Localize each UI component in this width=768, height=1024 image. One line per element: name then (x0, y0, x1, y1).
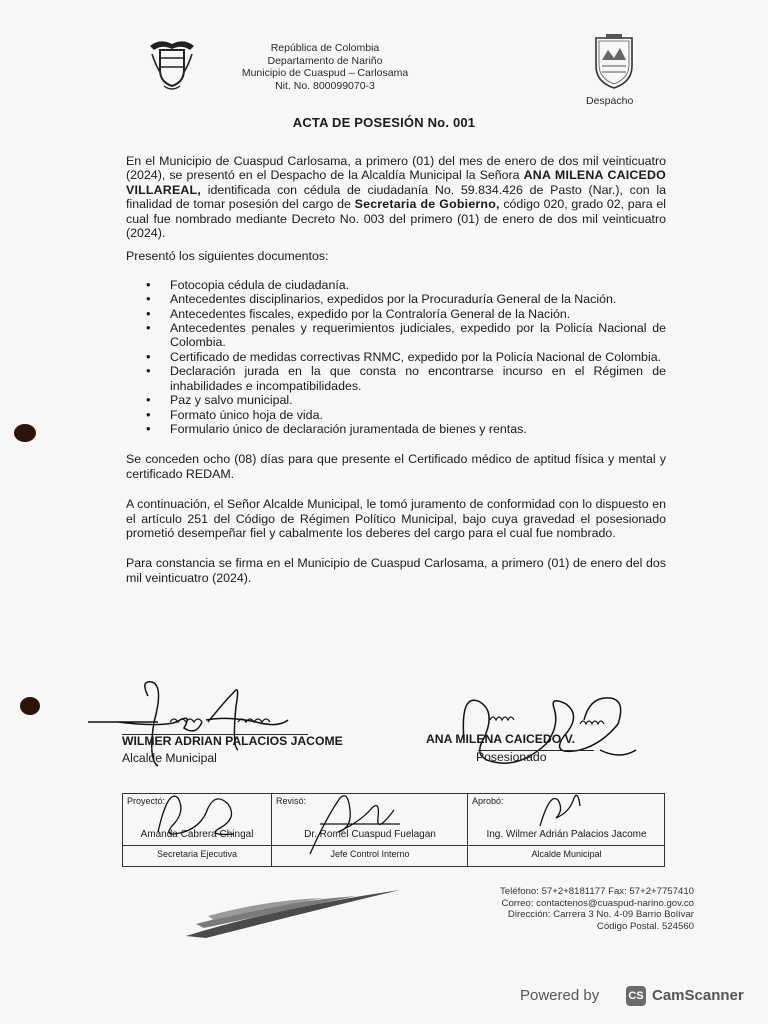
prepared-by-label: Proyectó: (127, 796, 166, 806)
document-body (126, 154, 666, 585)
reviewed-by-role: Jefe Control Interno (330, 849, 410, 859)
documents-list (126, 278, 666, 436)
header-department: Departamento de Nariño (267, 54, 383, 67)
contact-address: Dirección: Carrera 3 No. 4-09 Barrio Bolívar (507, 909, 694, 921)
header-municipality: Municipio de Cuaspud – Carlosama (241, 67, 409, 79)
prepared-by-name: Amanda Cabrera Chingal (140, 829, 254, 840)
contact-postal-code: Código Postal. 524560 (596, 920, 694, 932)
punch-hole (14, 424, 36, 442)
appointee-role: Posesionado (476, 750, 547, 764)
opening-text-part-2: identificada con cédula de ciudadanía No. 59.834.426 de Pasto (Nar.), con la finalidad de tomar posesión del cargo de (126, 182, 666, 212)
medical-certificate-paragraph: Se conceden ocho (08) días para que presente el Certificado médico de aptitud física y mental y certificado REDAM. (126, 452, 666, 481)
list-item: • Antecedentes disciplinarios, expedidos por la Procuraduría General de la Nación. (170, 292, 666, 306)
contact-phone: Teléfono: 57+2+8181177 Fax: 57+2+7757410 (499, 886, 694, 897)
opening-text-part-3: código 020, grado 02, para el cual fue nombrado mediante Decreto No. 003 del primero (01) de enero de dos mil veinticuatro (2024). (126, 197, 666, 241)
camscanner-brand: CamScanner (652, 987, 744, 1004)
institution-header (200, 42, 450, 92)
contact-info (440, 886, 694, 932)
document-title: ACTA DE POSESIÓN No. 001 (292, 115, 476, 130)
opening-paragraph (126, 154, 666, 240)
preparer-initials-scribble (138, 782, 248, 848)
header-nit: Nit. No. 800099070-3 (275, 79, 375, 92)
opening-text-part-1: En el Municipio de Cuaspud Carlosama, a primero (01) del mes de enero de dos mil veinticuatro (2024), se presentó en el Despacho de la Alcaldía Municipal la Señora (126, 154, 666, 183)
header-country: República de Colombia (270, 42, 380, 54)
camscanner-logo-icon: CS (626, 986, 646, 1006)
list-item: • Declaración jurada en la que consta no encontrarse incurso en el Régimen de inhabilidades e incompatibilidades. (170, 364, 666, 393)
documents-intro: Presentó los siguientes documentos: (126, 249, 329, 264)
approved-by-name: Ing. Wilmer Adrián Palacios Jacome (486, 829, 647, 840)
list-item: • Certificado de medidas correctivas RNMC, expedido por la Policía Nacional de Colombia. (170, 350, 666, 364)
list-item: • Fotocopia cédula de ciudadanía. (170, 278, 666, 292)
approved-by-divider (468, 845, 665, 846)
list-item: • Formulario único de declaración juramentada de bienes y rentas. (170, 422, 666, 436)
list-item: • Antecedentes fiscales, expedido por la Contraloría General de la Nación. (170, 307, 666, 321)
appointed-position: Secretaria de Gobierno, (354, 197, 500, 212)
footer-flag-swoosh (186, 888, 402, 940)
reviewer-initials-scribble (290, 788, 410, 862)
approved-by-label: Aprobó: (472, 796, 504, 806)
list-item: • Paz y salvo municipal. (170, 393, 666, 407)
mayor-role: Alcalde Municipal (122, 751, 217, 765)
prepared-by-role: Secretaria Ejecutiva (156, 849, 238, 859)
list-item: • Antecedentes penales y requerimientos judiciales, expedido por la Policía Nacional de Colombia. (170, 321, 666, 350)
closing-paragraph: Para constancia se firma en el Municipio de Cuaspud Carlosama, a primero (01) de enero del dos mil veinticuatro (2024). (126, 556, 666, 585)
oath-paragraph: A continuación, el Señor Alcalde Municipal, le tomó juramento de conformidad con lo dispuesto en el artículo 251 del Código de Régimen Político Municipal, bajo cuya gravedad el posesionado prometió desempeñar fiel y cabalmente los deberes del cargo para el cual fue nombrado. (126, 497, 666, 540)
powered-by-text: Powered by (520, 987, 600, 1004)
appointee-name: ANA MILENA CAICEDO VILLAREAL, (126, 168, 666, 197)
reviewed-by-label: Revisó: (276, 796, 307, 806)
mayor-name: WILMER ADRIAN PALACIOS JACOME (122, 734, 343, 748)
colombia-coat-of-arms-icon (146, 36, 198, 92)
punch-hole (20, 697, 40, 715)
approver-initials-scribble (530, 786, 590, 836)
office-label: Despacho (586, 95, 634, 107)
appointee-name-signature: ANA MILENA CAICEDO V. (426, 732, 575, 746)
municipal-shield-icon (590, 32, 638, 92)
reviewed-by-name: Dr. Romel Cuaspud Fuelagan (304, 829, 436, 840)
list-item: • Formato único hoja de vida. (170, 408, 666, 422)
approved-by-role: Alcalde Municipal (531, 849, 602, 859)
contact-email[interactable]: Correo: contactenos@cuaspud-narino.gov.co (501, 897, 694, 909)
